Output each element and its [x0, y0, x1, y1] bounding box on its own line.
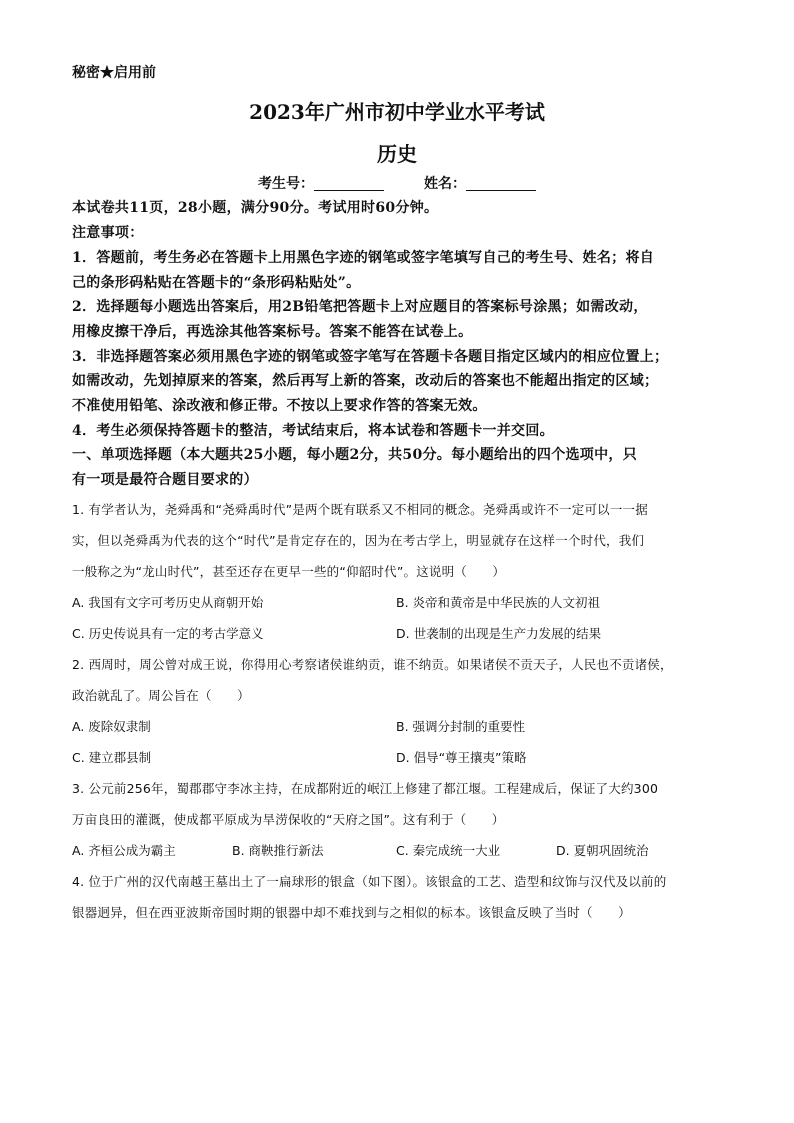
question-3-text: 3. 公元前256年，蜀郡郡守李冰主持，在成都附近的岷江上修建了都江堰。工程建成后，保证了大约300: [72, 781, 659, 796]
notice-line: 不准使用铅笔、涂改液和修正带。不按以上要求作答的答案无效。: [72, 398, 487, 414]
exam-info: 本试卷共11页，28小题，满分90分。考试用时60分钟。: [72, 200, 439, 216]
question-2-option-c[interactable]: C. 建立郡县制: [72, 750, 152, 765]
notice-line: 4．考生必须保持答题卡的整洁，考试结束后，将本试卷和答题卡一并交回。: [72, 423, 554, 439]
question-2-text: 2. 西周时，周公曾对成王说，你得用心考察诸侯谁纳贡，谁不纳贡。如果诸侯不贡天子，人民也不贡诸侯，: [72, 657, 673, 672]
question-3-option-a[interactable]: A. 齐桓公成为霸主: [72, 843, 176, 858]
notice-line: 如需改动，先划掉原来的答案，然后再写上新的答案，改动后的答案也不能超出指定的区域；: [72, 373, 659, 389]
notice-line: 1．答题前，考生务必在答题卡上用黑色字迹的钢笔或签字笔填写自己的考生号、姓名；将自: [72, 250, 655, 266]
question-1-text: 1. 有学者认为，尧舜禹和“尧舜禹时代”是两个既有联系又不相同的概念。尧舜禹或许不一定可以一一据: [72, 502, 648, 517]
question-1-text: 实，但以尧舜禹为代表的这个“时代”是肯定存在的，因为在考古学上，明显就存在这样一个时代，我们: [72, 533, 645, 548]
question-2-option-a[interactable]: A. 废除奴隶制: [72, 719, 151, 734]
name-label: 姓名：: [424, 176, 466, 192]
examinee-number-blank: [314, 176, 384, 191]
candidate-info-line: [0, 173, 794, 193]
question-3-option-d[interactable]: D. 夏朝巩固统治: [556, 843, 649, 858]
exam-title: 2023年广州市初中学业水平考试: [249, 100, 545, 124]
examinee-number-label: 考生号：: [258, 176, 314, 192]
question-1-option-c[interactable]: C. 历史传说具有一定的考古学意义: [72, 626, 264, 641]
question-1-option-d[interactable]: D. 世袭制的出现是生产力发展的结果: [396, 626, 602, 641]
name-blank: [466, 176, 536, 191]
confidential-mark: 秘密★启用前: [72, 65, 156, 81]
question-2-option-b[interactable]: B. 强调分封制的重要性: [396, 719, 526, 734]
notice-line: 用橡皮擦干净后，再选涂其他答案标号。答案不能答在试卷上。: [72, 324, 473, 340]
question-1-option-a[interactable]: A. 我国有文字可考历史从商朝开始: [72, 595, 264, 610]
notice-line: 己的条形码粘贴在答题卡的“条形码粘贴处”。: [72, 275, 361, 291]
question-1-option-b[interactable]: B. 炎帝和黄帝是中华民族的人文初祖: [396, 595, 601, 610]
exam-subject: 历史: [377, 142, 417, 166]
notice-title: 注意事项：: [72, 225, 144, 241]
notice-line: 2．选择题每小题选出答案后，用2B铅笔把答题卡上对应题目的答案标号涂黑；如需改动，: [72, 299, 648, 315]
question-4-text: 4. 位于广州的汉代南越王墓出土了一扁球形的银盒（如下图）。该银盒的工艺、造型和纹饰与汉代及以前的: [72, 874, 667, 889]
notice-line: 3．非选择题答案必须用黑色字迹的钢笔或签字笔写在答题卡各题目指定区域内的相应位置上；: [72, 349, 669, 365]
question-3-option-c[interactable]: C. 秦完成统一大业: [396, 843, 501, 858]
question-3-text: 万亩良田的灌溉，使成都平原成为旱涝保收的“天府之国”。这有利于（ ）: [72, 812, 505, 827]
section-heading: 有一项是最符合题目要求的）: [72, 472, 258, 488]
question-3-option-b[interactable]: B. 商鞅推行新法: [232, 843, 324, 858]
question-1-text: 一般称之为“龙山时代”，甚至还存在更早一些的“仰韶时代”。这说明（ ）: [72, 564, 506, 579]
question-2-option-d[interactable]: D. 倡导“尊王攘夷”策略: [396, 750, 527, 765]
section-heading: 一、单项选择题（本大题共25小题，每小题2分，共50分。每小题给出的四个选项中，只: [72, 447, 638, 463]
question-4-text: 银器迥异，但在西亚波斯帝国时期的银器中却不难找到与之相似的标本。该银盒反映了当时（ ）: [72, 905, 631, 920]
question-2-text: 政治就乱了。周公旨在（ ）: [72, 688, 250, 703]
